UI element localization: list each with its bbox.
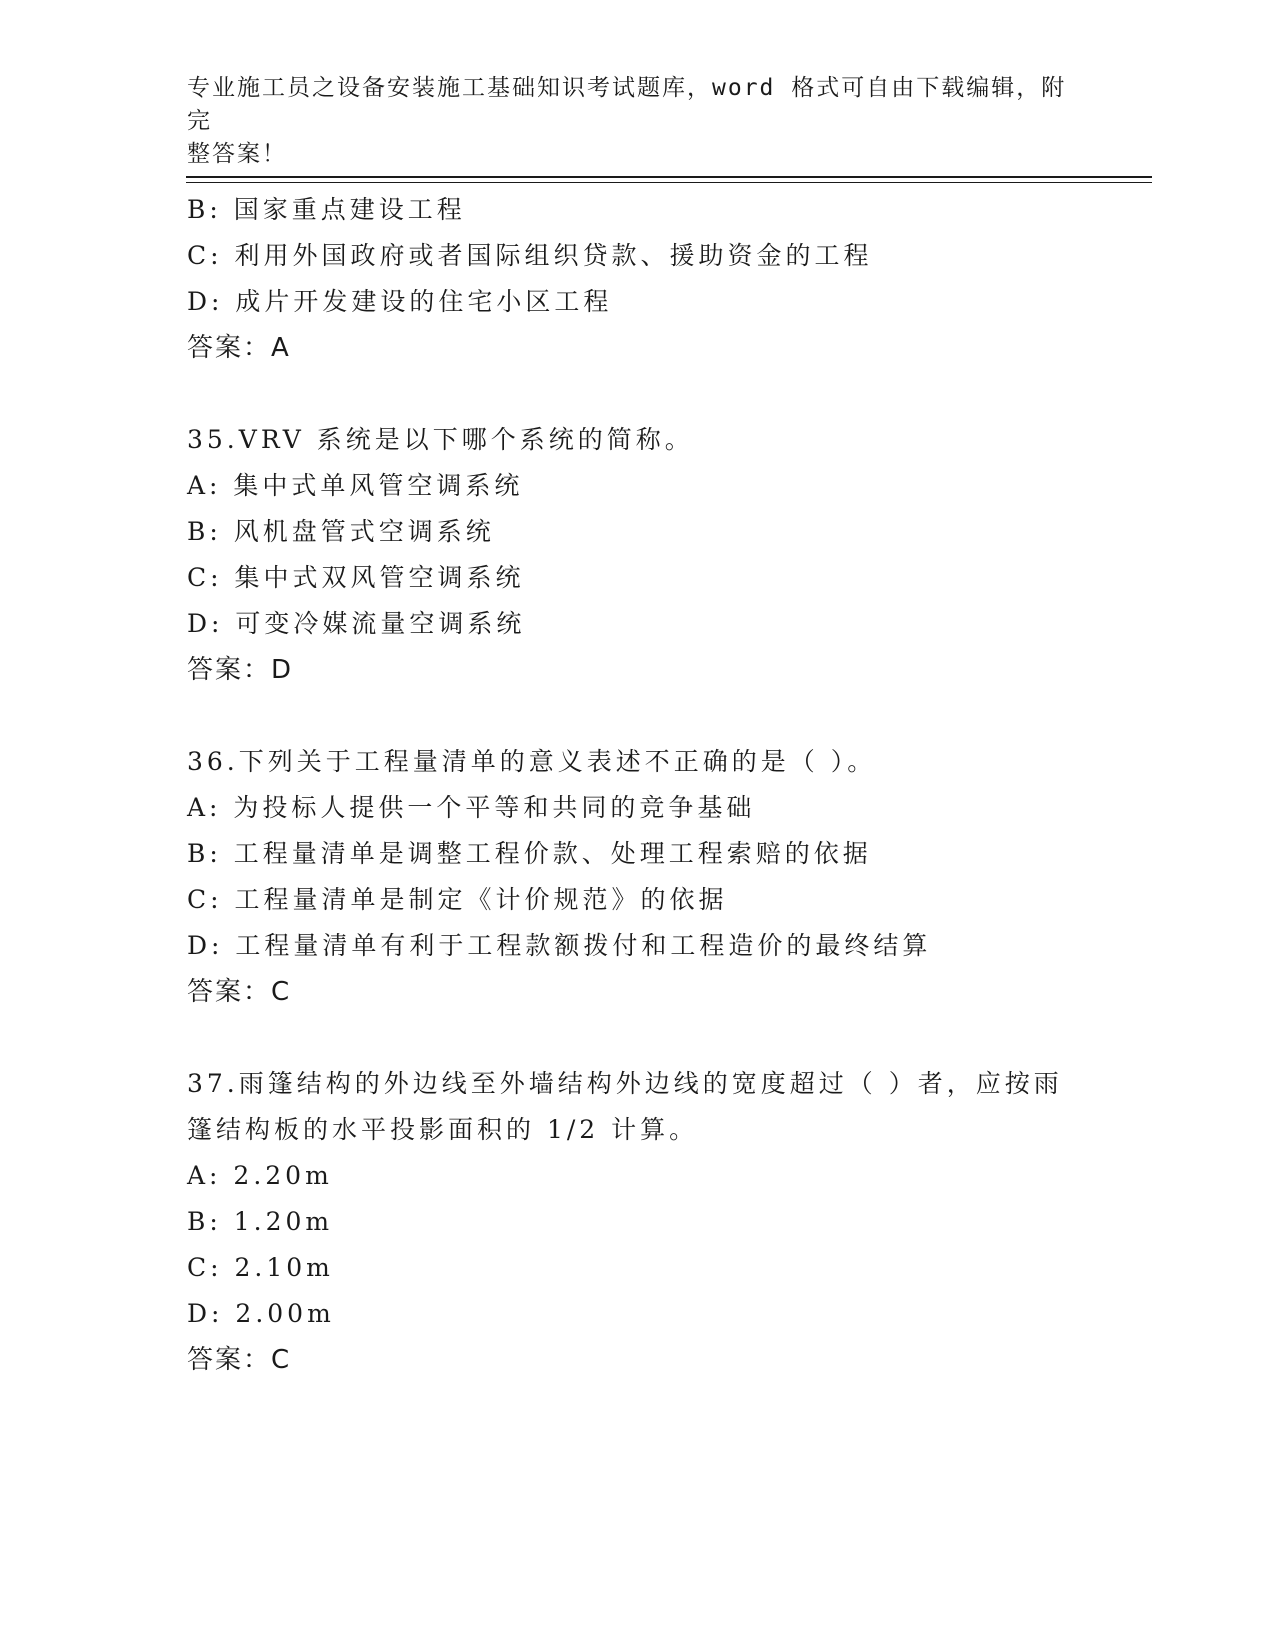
spacer xyxy=(187,371,1087,417)
option-b: B: 1.20m xyxy=(187,1207,334,1236)
answer-label: 答案：A xyxy=(187,333,291,363)
option-c: C: 工程量清单是制定《计价规范》的依据 xyxy=(187,885,728,914)
answer-label: 答案：C xyxy=(187,977,292,1007)
option-d: D: 2.00m xyxy=(187,1299,335,1328)
question-35 xyxy=(187,417,1087,693)
option-a: A: 集中式单风管空调系统 xyxy=(187,471,524,500)
question-stem-line-1: 37.雨篷结构的外边线至外墙结构外边线的宽度超过（ ）者，应按雨 xyxy=(187,1069,1063,1098)
answer-label: 答案：C xyxy=(187,1345,292,1375)
question-stem: 36.下列关于工程量清单的意义表述不正确的是（ ）。 xyxy=(187,747,877,776)
option-c: C: 集中式双风管空调系统 xyxy=(187,563,525,592)
option-c: C: 利用外国政府或者国际组织贷款、援助资金的工程 xyxy=(187,241,873,270)
question-stem-line-2: 篷结构板的水平投影面积的 1/2 计算。 xyxy=(187,1115,699,1144)
option-a: A: 为投标人提供一个平等和共同的竞争基础 xyxy=(187,793,756,822)
header-rule-thin xyxy=(186,182,1152,183)
header-rule-thick xyxy=(186,176,1152,178)
spacer xyxy=(187,693,1087,739)
answer-label: 答案：D xyxy=(187,655,294,685)
document-header xyxy=(187,72,1067,171)
question-fragment xyxy=(187,187,1087,371)
option-b: B: 工程量清单是调整工程价款、处理工程索赔的依据 xyxy=(187,839,872,868)
question-36 xyxy=(187,739,1087,1015)
question-37 xyxy=(187,1061,1087,1383)
option-d: D: 可变冷媒流量空调系统 xyxy=(187,609,526,638)
option-a: A: 2.20m xyxy=(187,1161,333,1190)
option-d: D: 工程量清单有利于工程款额拨付和工程造价的最终结算 xyxy=(187,931,932,960)
option-d: D: 成片开发建设的住宅小区工程 xyxy=(187,287,613,316)
spacer xyxy=(187,1015,1087,1061)
option-b: B: 国家重点建设工程 xyxy=(187,195,466,224)
option-b: B: 风机盘管式空调系统 xyxy=(187,517,495,546)
header-line-1: 专业施工员之设备安装施工基础知识考试题库，word 格式可自由下载编辑，附完 xyxy=(187,75,1067,134)
option-c: C: 2.10m xyxy=(187,1253,334,1282)
header-line-2: 整答案！ xyxy=(187,141,287,167)
question-stem: 35.VRV 系统是以下哪个系统的简称。 xyxy=(187,425,694,454)
question-list xyxy=(187,187,1087,1383)
